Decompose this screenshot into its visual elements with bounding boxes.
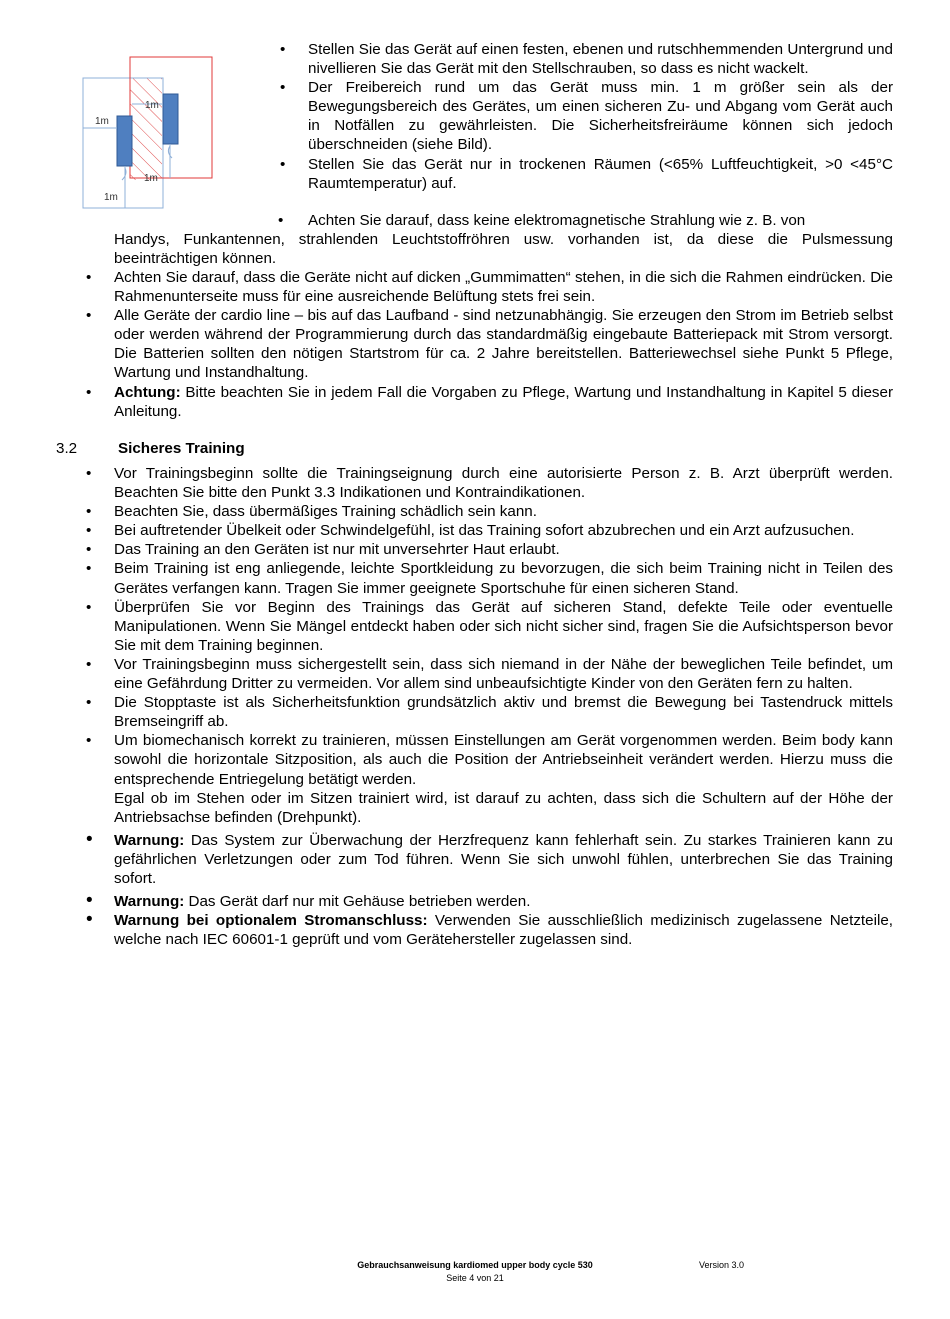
device-left bbox=[117, 116, 132, 166]
bullet-list-2 bbox=[86, 464, 893, 949]
dimension-label: 1m bbox=[144, 173, 158, 184]
dimension-label: 1m bbox=[145, 100, 159, 111]
bullet-list-1 bbox=[86, 268, 893, 421]
footer-title: Gebrauchsanweisung kardiomed upper body cycle 530 bbox=[357, 1260, 593, 1270]
list-item: • Vor Trainingsbeginn muss sichergestellt sein, dass sich niemand in der Nähe der beweglichen Teile befindet, um eine Gefährdung Dritter zu vermeiden. Vor allem sind unbeaufsichtigte Kinder von den Geräten fern zu halten. bbox=[86, 655, 893, 693]
list-item: • Stellen Sie das Gerät auf einen festen, ebenen und rutschhemmenden Untergrund und nivellieren Sie das Gerät mit den Stellschrauben, so dass es nicht wackelt. bbox=[278, 40, 893, 78]
clearance-diagram bbox=[82, 56, 214, 210]
warning-item: • Warnung: Das Gerät darf nur mit Gehäuse betrieben werden. bbox=[86, 890, 531, 912]
section-number: 3.2 bbox=[56, 440, 78, 457]
list-item: • Um biomechanisch korrekt zu trainieren, müssen Einstellungen am Gerät vorgenommen werden. Beim body kann sowohl die horizontale Sitzposition, als auch die Position der Antriebseinheit verändert werden. Hierzu muss die entsprechende Entriegelung betätigt werden. Egal ob im Stehen oder im Sitzen trainiert wird, ist darauf zu achten, dass sich die Schultern auf der Höhe der Antriebsachse befinden (Drehpunkt). bbox=[86, 732, 893, 826]
list-item: • Vor Trainingsbeginn sollte die Trainingseignung durch eine autorisierte Person z. B. Arzt überprüft werden. Beachten Sie bitte den Punkt 3.3 Indikationen und Kontraindikationen. bbox=[86, 465, 893, 502]
list-item-wrap: • Achten Sie darauf, dass keine elektromagnetische Strahlung wie z. B. von Handys, Funkantennen, strahlenden Leuchtstoffröhren usw. vorhanden ist, da diese die Pulsmessung beeinträchtigen können. bbox=[114, 212, 893, 268]
dimension-label: 1m bbox=[104, 192, 118, 203]
list-item: • Achtung: Bitte beachten Sie in jedem Fall die Vorgaben zu Pflege, Wartung und Instandhaltung in Kapitel 5 dieser Anleitung. bbox=[86, 383, 893, 420]
list-item: • Alle Geräte der cardio line – bis auf das Laufband - sind netzunabhängig. Sie erzeugen den Strom im Betrieb selbst oder werden während der Programmierung durch das standardmäßig eingebaute Batteriepack mit Strom versorgt. Die Batterien sollten den nötigen Startstrom für ca. 2 Jahre bereitstellen. Batteriewechsel siehe Punkt 5 Pflege, Wartung und Instandhaltung. bbox=[86, 307, 893, 382]
list-item: • Bei auftretender Übelkeit oder Schwindelgefühl, ist das Training sofort abzubrechen und ein Arzt aufzusuchen. bbox=[86, 522, 855, 540]
warning-list bbox=[86, 828, 893, 950]
section-title: Sicheres Training bbox=[118, 440, 245, 457]
list-item: • Beachten Sie, dass übermäßiges Training schädlich sein kann. bbox=[86, 503, 537, 521]
list-item: • Das Training an den Geräten ist nur mit unversehrter Haut erlaubt. bbox=[86, 541, 560, 559]
dimension-label: 1m bbox=[95, 116, 109, 127]
list-item: • Der Freibereich rund um das Gerät muss min. 1 m größer sein als der Bewegungsbereich des Gerätes, um einen sicheren Zu- und Abgang vom Gerät auch in Notfällen zu gewährleisten. Die Sicherheitsfreiräume können sich jedoch überschneiden (siehe Bild). bbox=[278, 78, 893, 154]
section-heading bbox=[56, 440, 245, 457]
list-item: • Überprüfen Sie vor Beginn des Trainings das Gerät auf sicheren Stand, defekte Teile oder eventuelle Manipulationen. Wenn Sie Mängel entdeckt haben oder sich nicht sicher sind, fragen Sie die Aufsichtsperson bevor Sie mit dem Training beginnen. bbox=[86, 598, 893, 654]
footer-version: Version 3.0 bbox=[699, 1260, 745, 1270]
overlap-area bbox=[130, 78, 162, 180]
list-item: • Stellen Sie das Gerät nur in trockenen Räumen (<65% Luftfeuchtigkeit, >0 <45°C Raumtemperatur) auf. bbox=[278, 155, 893, 193]
warning-item: • Warnung: Das System zur Überwachung der Herzfrequenz kann fehlerhaft sein. Zu starkes Trainieren kann zu gefährlichen Verletzungen oder zum Tod führen. Wenn Sie sich unwohl fühlen, unterbrechen Sie das Training sofort. bbox=[86, 828, 893, 887]
top-bullet-list bbox=[278, 40, 893, 193]
list-item: • Achten Sie darauf, dass die Geräte nicht auf dicken „Gummimatten“ stehen, in die sich die Rahmen eindrücken. Die Rahmenunterseite muss für eine ausreichende Belüftung stets frei sein. bbox=[86, 269, 893, 306]
warning-item: • Warnung bei optionalem Stromanschluss: Verwenden Sie ausschließlich medizinisch zugelassene Netzteile, welche nach IEC 60601-1 geprüft und vom Gerätehersteller zugelassen sind. bbox=[86, 909, 893, 949]
device-right bbox=[163, 94, 178, 144]
list-item-note: Egal ob im Stehen oder im Sitzen trainiert wird, ist darauf zu achten, dass sich die Schultern auf der Höhe der Antriebsachse befinden (Drehpunkt). bbox=[114, 789, 893, 826]
footer-page-number: Seite 4 von 21 bbox=[446, 1273, 504, 1283]
list-item-continuation: Handys, Funkantennen, strahlenden Leuchtstoffröhren usw. vorhanden ist, da diese die Pulsmessung beeinträchtigen können. bbox=[114, 231, 893, 268]
list-item: • Die Stopptaste ist als Sicherheitsfunktion grundsätzlich aktiv und bremst die Bewegung bei Tastendruck mittels Bremseingriff ab. bbox=[86, 694, 893, 731]
list-item: • Beim Training ist eng anliegende, leichte Sportkleidung zu bevorzugen, die sich beim Training nicht in Teilen des Gerätes verfangen kann. Tragen Sie immer geeignete Sportschuhe für einen sicheren Stand. bbox=[86, 560, 893, 597]
